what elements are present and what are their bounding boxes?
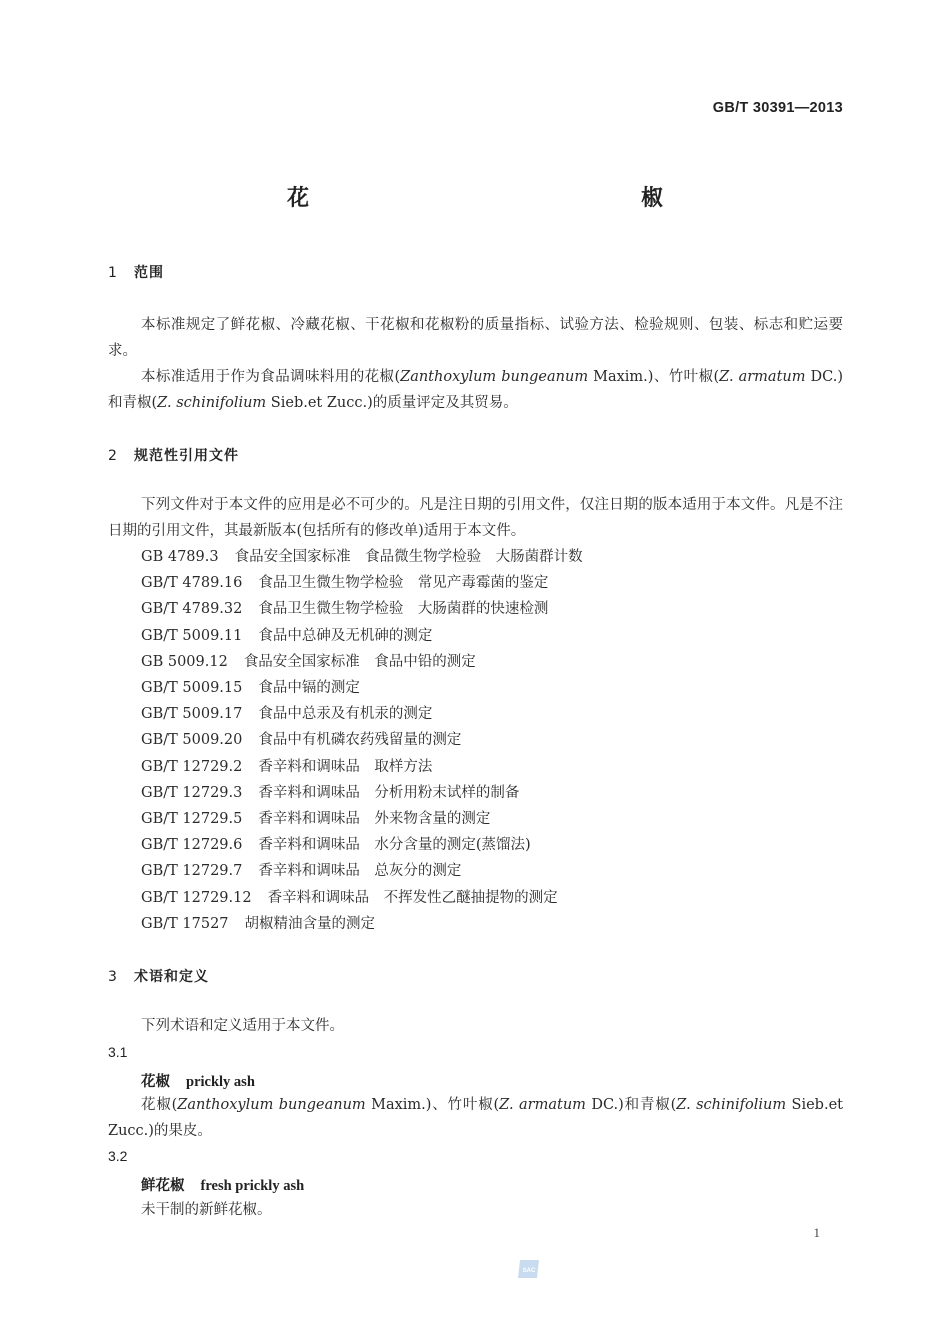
reference-code: GB/T 5009.11 (141, 627, 243, 644)
section-number: 2 (108, 448, 117, 464)
reference-code: GB 4789.3 (141, 549, 219, 565)
reference-title: 食品中总砷及无机砷的测定 (258, 627, 433, 644)
reference-item (141, 701, 583, 727)
reference-item (141, 727, 583, 753)
terms-intro (108, 1013, 843, 1039)
reference-code: GB/T 17527 (141, 915, 229, 932)
reference-code: GB/T 4789.32 (141, 601, 243, 618)
paragraph-text: 本标准适用于作为食品调味料用的花椒(Zanthoxylum bungeanum Maxim.)、竹叶椒(Z. armatum DC.)和青椒(Z. schinifolium Sieb.et Zucc.)的质量评定及其贸易。 (108, 369, 843, 411)
term-definition (108, 1197, 843, 1223)
reference-code: GB/T 12729.12 (141, 889, 252, 906)
page-number: 1 (813, 1225, 820, 1240)
reference-title: 食品中镉的测定 (258, 680, 360, 697)
section-number: 1 (108, 265, 117, 281)
section-2-heading (108, 445, 239, 465)
reference-title: 食品卫生微生物学检验 大肠菌群的快速检测 (258, 601, 549, 618)
reference-item (141, 570, 583, 596)
reference-title: 香辛料和调味品 分析用粉末试样的制备 (258, 784, 520, 801)
scope-paragraph-1 (108, 312, 843, 364)
term-number: 3.1 (108, 1044, 128, 1060)
term-number: 3.2 (108, 1148, 128, 1164)
reference-code: GB/T 12729.3 (141, 784, 243, 801)
reference-title: 香辛料和调味品 总灰分的测定 (258, 863, 462, 880)
definition-text: 未干制的新鲜花椒。 (141, 1202, 272, 1218)
references-intro (108, 492, 843, 544)
reference-item (141, 675, 583, 701)
paragraph-text: 下列术语和定义适用于本文件。 (141, 1018, 344, 1034)
reference-item (141, 544, 583, 570)
document-title: 花 椒 (286, 186, 759, 211)
section-1-heading (108, 262, 164, 282)
standard-code: GB/T 30391—2013 (712, 100, 843, 116)
reference-code: GB/T 5009.17 (141, 706, 243, 723)
reference-title: 香辛料和调味品 外来物含量的测定 (258, 811, 491, 828)
term-heading (141, 1070, 255, 1091)
reference-code: GB/T 12729.7 (141, 863, 243, 880)
term-chinese: 鲜花椒 (141, 1178, 185, 1194)
reference-item (141, 911, 583, 937)
section-3-heading (108, 966, 209, 986)
reference-title: 食品安全国家标准 食品微生物学检验 大肠菌群计数 (234, 549, 583, 565)
reference-code: GB/T 4789.16 (141, 575, 243, 592)
sac-logo (517, 1258, 542, 1280)
reference-code: GB/T 12729.5 (141, 811, 243, 828)
reference-title: 香辛料和调味品 不挥发性乙醚抽提物的测定 (267, 889, 558, 906)
reference-list (141, 544, 583, 937)
reference-item (141, 885, 583, 911)
reference-code: GB/T 5009.20 (141, 732, 243, 749)
reference-code: GB/T 5009.15 (141, 680, 243, 697)
reference-code: GB/T 12729.2 (141, 758, 243, 775)
section-title: 范围 (134, 265, 164, 281)
reference-item (141, 806, 583, 832)
reference-title: 食品安全国家标准 食品中铅的测定 (243, 653, 476, 670)
term-chinese: 花椒 (141, 1074, 170, 1090)
reference-title: 食品中总汞及有机汞的测定 (258, 706, 433, 723)
svg-text:SAC: SAC (522, 1268, 536, 1274)
reference-item (141, 858, 583, 884)
reference-code: GB/T 12729.6 (141, 837, 243, 854)
paragraph-text: 本标准规定了鲜花椒、冷藏花椒、干花椒和花椒粉的质量指标、试验方法、检验规则、包装、标志和贮运要求。 (108, 317, 843, 359)
paragraph-text: 下列文件对于本文件的应用是必不可少的。凡是注日期的引用文件，仅注日期的版本适用于本文件。凡是不注日期的引用文件，其最新版本(包括所有的修改单)适用于本文件。 (108, 497, 843, 539)
reference-code: GB 5009.12 (141, 653, 228, 670)
scope-paragraph-2 (108, 364, 843, 416)
reference-title: 胡椒精油含量的测定 (244, 915, 376, 932)
reference-item (141, 832, 583, 858)
reference-title: 食品卫生微生物学检验 常见产毒霉菌的鉴定 (258, 575, 549, 592)
reference-item (141, 780, 583, 806)
section-title: 规范性引用文件 (134, 448, 239, 464)
reference-title: 食品中有机磷农药残留量的测定 (258, 732, 462, 749)
reference-item (141, 623, 583, 649)
term-english: prickly ash (186, 1074, 255, 1090)
reference-item (141, 596, 583, 622)
section-number: 3 (108, 969, 117, 985)
reference-item (141, 754, 583, 780)
reference-title: 香辛料和调味品 取样方法 (258, 758, 433, 775)
term-english: fresh prickly ash (200, 1178, 305, 1194)
reference-item (141, 649, 583, 675)
term-definition: 花椒(Zanthoxylum bungeanum Maxim.)、竹叶椒(Z. armatum DC.)和青椒(Z. schinifolium Sieb.et Zucc.)的果皮。 (108, 1097, 843, 1139)
term-heading (141, 1174, 304, 1195)
section-title: 术语和定义 (134, 969, 209, 985)
reference-title: 香辛料和调味品 水分含量的测定(蒸馏法) (258, 837, 531, 854)
